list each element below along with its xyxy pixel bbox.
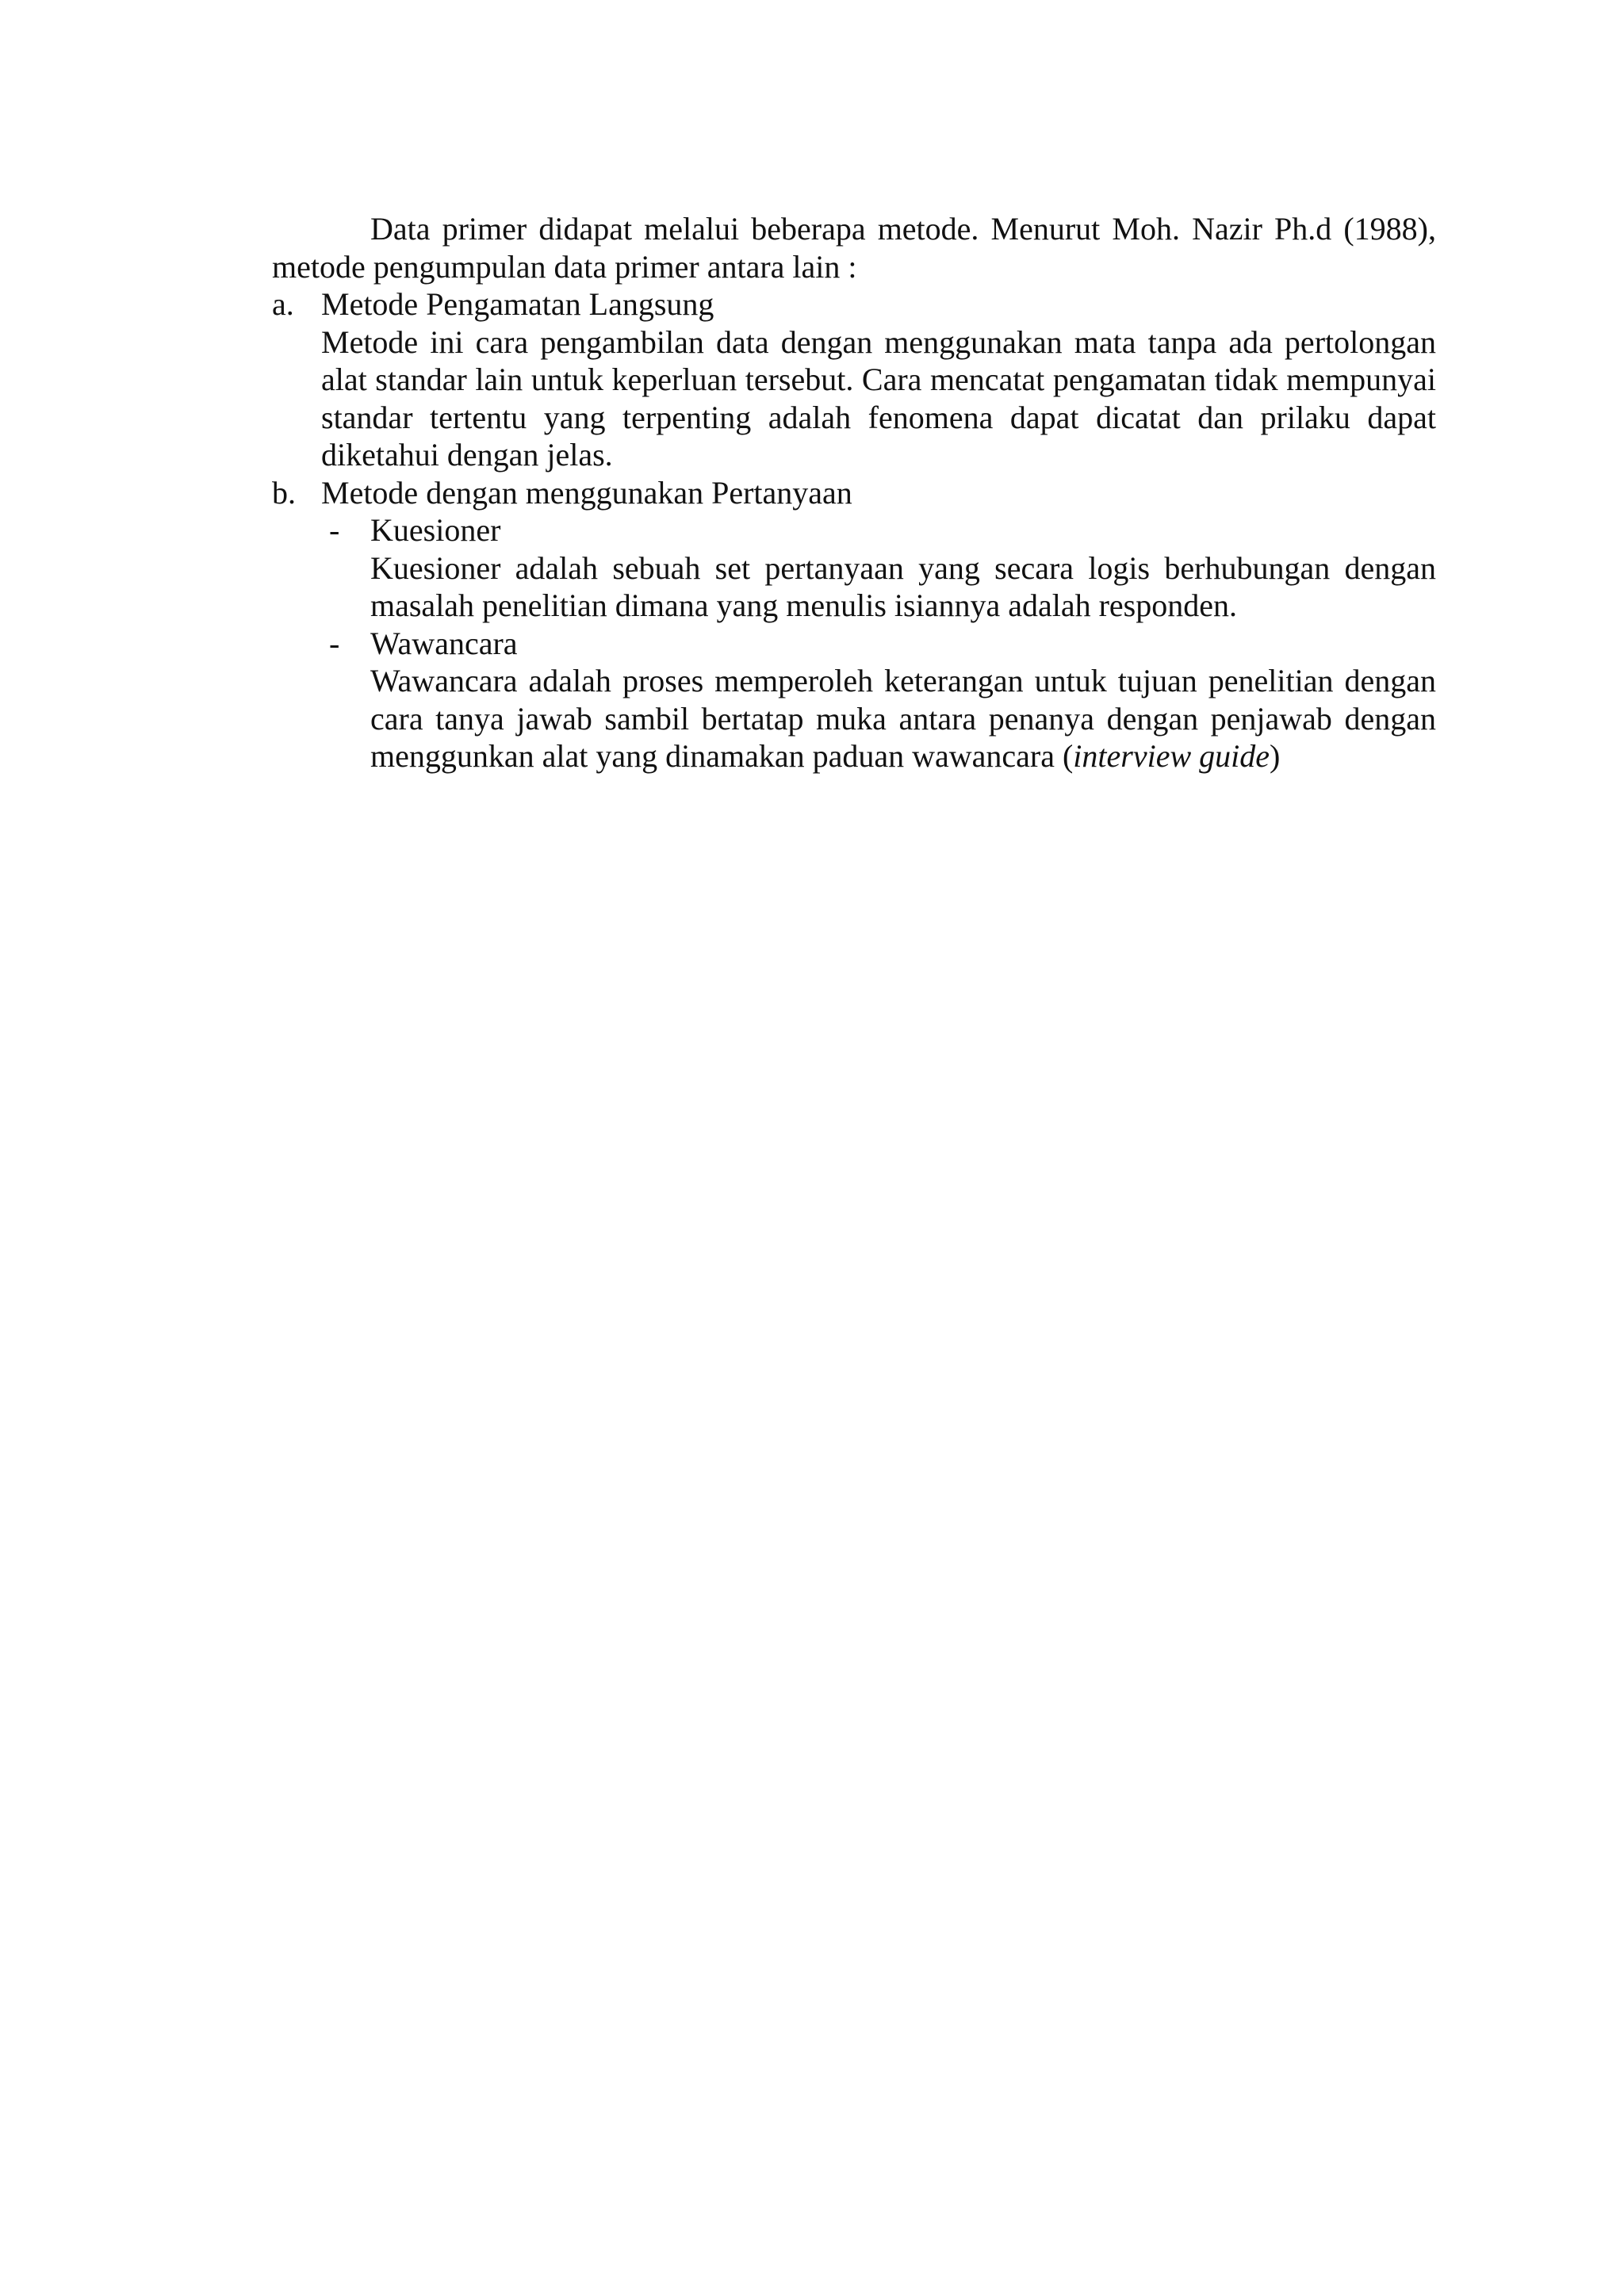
subitem-kuesioner-heading: Kuesioner: [370, 512, 501, 548]
interview-guide-term: interview guide: [1073, 738, 1270, 774]
subitem-marker-dash: -: [329, 512, 340, 548]
list-item-b: [272, 474, 1436, 775]
item-b-heading: Metode dengan menggunakan Pertanyaan: [321, 474, 852, 511]
subitem-kuesioner: [272, 511, 1436, 625]
list-marker-b: b.: [272, 474, 296, 511]
subitem-wawancara-heading: Wawancara: [370, 625, 518, 661]
subitem-wawancara-body: [370, 662, 1436, 775]
subitem-wawancara: [272, 625, 1436, 775]
list-item-a: [272, 285, 1436, 474]
wawancara-body-close: ): [1270, 738, 1281, 774]
intro-paragraph: Data primer didapat melalui beberapa metode. Menurut Moh. Nazir Ph.d (1988), metode pengumpulan data primer antara lain :: [272, 211, 1436, 285]
wawancara-body-text: Wawancara adalah proses memperoleh keterangan untuk tujuan penelitian dengan cara tanya jawab sambil bertatap muka antara penanya dengan penjawab dengan menggunkan alat yang dinamakan paduan wawancara (: [370, 663, 1436, 774]
item-a-heading: Metode Pengamatan Langsung: [321, 286, 714, 322]
item-a-body: Metode ini cara pengambilan data dengan menggunakan mata tanpa ada pertolongan alat standar lain untuk keperluan tersebut. Cara mencatat pengamatan tidak mempunyai standar tertentu yang terpenting adalah fenomena dapat dicatat dan prilaku dapat diketahui dengan jelas.: [321, 323, 1436, 473]
list-marker-a: a.: [272, 286, 294, 322]
document-body: [272, 210, 1436, 775]
subitem-marker-dash: -: [329, 625, 340, 661]
subitem-kuesioner-body: Kuesioner adalah sebuah set pertanyaan yang secara logis berhubungan dengan masalah penelitian dimana yang menulis isiannya adalah responden.: [370, 549, 1436, 623]
